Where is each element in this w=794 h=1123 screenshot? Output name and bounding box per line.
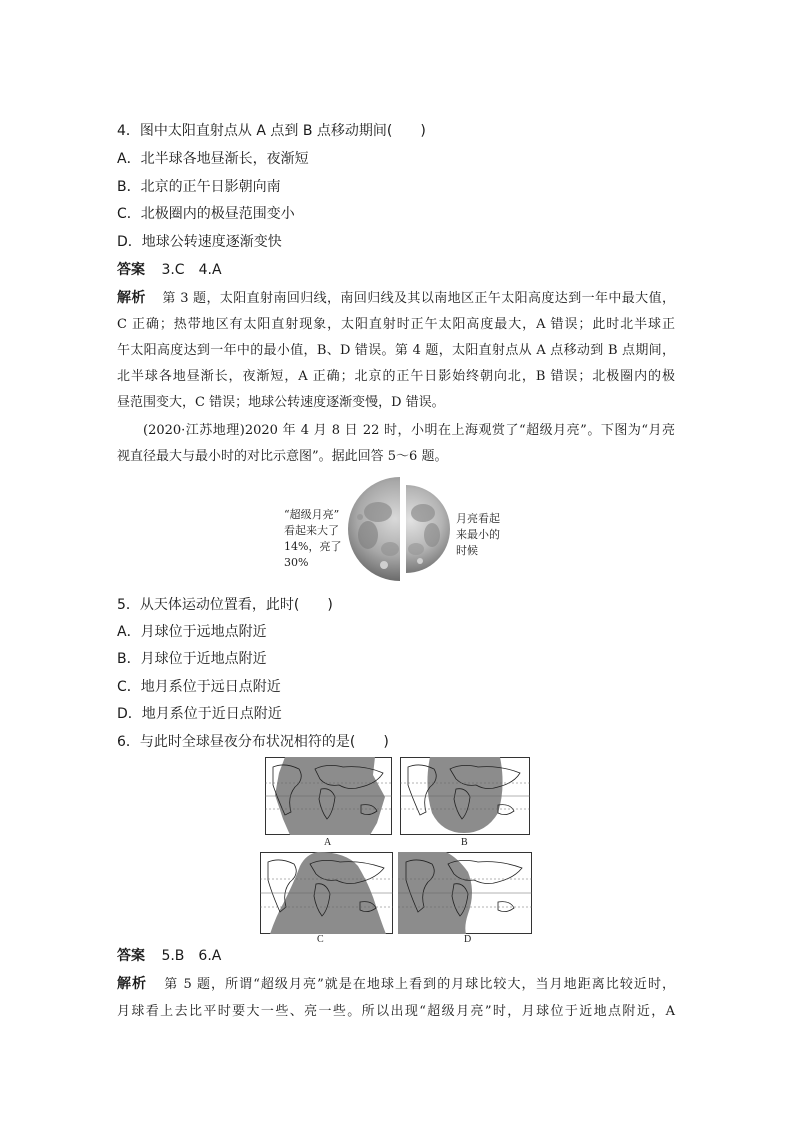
map-option-c <box>260 852 393 945</box>
moon-left-caption-line-3: 30% <box>284 556 309 569</box>
answer-label: 答案 <box>117 262 145 278</box>
q4-option-c: C．北极圈内的极昼范围变小 <box>117 206 295 222</box>
world-map-b-image <box>400 757 530 835</box>
map-label-d: D <box>464 934 472 945</box>
q5-stem: 5．从天体运动位置看，此时( ) <box>117 597 333 613</box>
analysis-2-line-0 <box>117 973 675 993</box>
q4-option-b: B．北京的正午日影朝向南 <box>117 179 281 195</box>
moon-right-caption-line-2: 时候 <box>456 544 478 557</box>
moon-left-caption-line-2: 14%，亮了 <box>284 540 342 553</box>
q6-stem: 6．与此时全球昼夜分布状况相符的是( ) <box>117 734 389 750</box>
map-label-b: B <box>461 837 468 848</box>
moon-left-caption-line-1: 看起来大了 <box>284 524 339 537</box>
answer-label-2: 答案 <box>117 948 145 964</box>
analysis-1-text-0: 第 3 题，太阳直射南回归线，南回归线及其以南地区正午太阳高度达到一年中最大值， <box>162 291 675 306</box>
answer-text-2: 5.B 6.A <box>161 948 222 964</box>
analysis-1-line-2: 午太阳高度达到一年中的最小值，B、D 错误。第 4 题，太阳直射点从 A 点移动到 B 点期间， <box>117 343 675 358</box>
map-label-c: C <box>317 934 324 945</box>
intro-line-1: 视直径最大与最小时的对比示意图”。据此回答 5～6 题。 <box>117 449 448 464</box>
moon-comparison-figure <box>280 477 520 582</box>
analysis-label: 解析 <box>117 290 146 306</box>
q4-stem: 4．图中太阳直射点从 A 点到 B 点移动期间( ) <box>117 123 426 139</box>
analysis-label-2: 解析 <box>117 976 148 992</box>
analysis-1-line-3: 北半球各地昼渐长，夜渐短，A 正确；北京的正午日影始终朝向北，B 错误；北极圈内的极 <box>117 369 675 384</box>
answer-line-1 <box>117 259 222 279</box>
q5-option-d: D．地月系位于近日点附近 <box>117 706 282 722</box>
answer-text: 3.C 4.A <box>161 262 222 278</box>
map-option-d <box>398 852 532 945</box>
moon-right-caption-line-1: 来最小的 <box>456 528 500 541</box>
q5-option-a: A．月球位于远地点附近 <box>117 624 267 640</box>
moon-right-caption <box>456 511 500 559</box>
q5-option-c: C．地月系位于远日点附近 <box>117 679 281 695</box>
moon-left-caption <box>284 507 341 571</box>
analysis-1-line-0 <box>117 287 675 307</box>
analysis-1-line-4: 昼范围变大，C 错误；地球公转速度逐渐变慢，D 错误。 <box>117 395 445 410</box>
analysis-1-line-1: C 正确；热带地区有太阳直射现象，太阳直射时正午太阳高度最大，A 错误；此时北半球正 <box>117 317 675 332</box>
answer-line-2 <box>117 945 221 965</box>
moon-right-caption-line-0: 月亮看起 <box>456 512 500 525</box>
q4-option-a: A．北半球各地昼渐长，夜渐短 <box>117 151 309 167</box>
intro-line-0: (2020·江苏地理)2020 年 4 月 8 日 22 时，小明在上海观赏了“超级月亮”。下图为“月亮 <box>143 423 675 438</box>
q4-option-d: D．地球公转速度逐渐变快 <box>117 234 282 250</box>
analysis-2-line-1: 月球看上去比平时要大一些、亮一些。所以出现“超级月亮”时，月球位于近地点附近，A <box>117 1004 675 1019</box>
world-map-d-image <box>398 852 532 934</box>
map-option-a <box>265 757 392 848</box>
analysis-2-text-0: 第 5 题，所谓“超级月亮”就是在地球上看到的月球比较大，当月地距离比较近时， <box>164 977 676 992</box>
map-label-a: A <box>324 837 332 848</box>
world-map-c-image <box>260 852 393 934</box>
moon-left-caption-line-0: “超级月亮” <box>284 508 340 521</box>
world-map-a-image <box>265 757 392 835</box>
map-option-b <box>400 757 530 848</box>
q5-option-b: B．月球位于近地点附近 <box>117 651 267 667</box>
